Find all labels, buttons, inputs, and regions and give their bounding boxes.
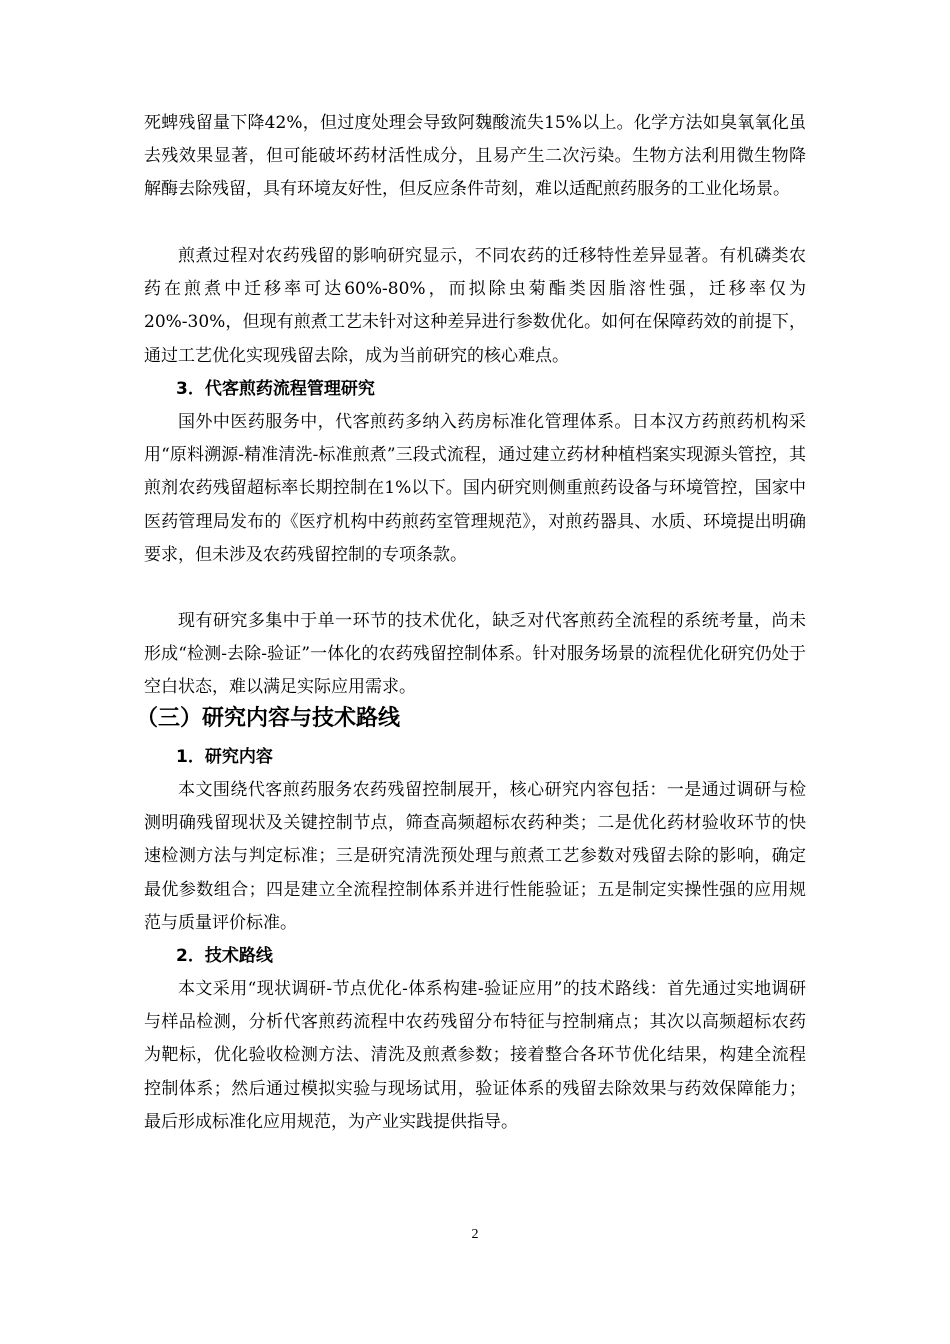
paragraph-physical-methods: 死蜱残留量下降42%，但过度处理会导致阿魏酸流失15%以上。化学方法如臭氧氧化虽去残效果显著，但可能破坏药材活性成分，且易产生二次污染。生物方法利用微生物降解酶去除残留，具有环境友好性，但反应条件苛刻，难以适配煎药服务的工业化场景。 [144,113,806,200]
heading-technical-route: 2．技术路线 [176,946,273,966]
paragraph-decoction-migration: 煎煮过程对农药残留的影响研究显示，不同农药的迁移特性差异显著。有机磷类农药在煎煮中迁移率可达60%-80%，而拟除虫菊酯类因脂溶性强，迁移率仅为20%-30%，但现有煎煮工艺未针对这种差异进行参数优化。如何在保障药效的前提下，通过工艺优化实现残留去除，成为当前研究的核心难点。 [144,246,806,366]
heading-section-three: （三）研究内容与技术路线 [136,706,401,731]
paragraph-domestic-foreign: 国外中医药服务中，代客煎药多纳入药房标准化管理体系。日本汉方药煎药机构采用“原料溯源-精准清洗-标准煎煮”三段式流程，通过建立药材种植档案实现源头管控，其煎剂农药残留超标率长期控制在1%以下。国内研究则侧重煎药设备与环境管控，国家中医药管理局发布的《医疗机构中药煎药室管理规范》，对煎药器具、水质、环境提出明确要求，但未涉及农药残留控制的专项条款。 [144,412,806,565]
paragraph-research-gap: 现有研究多集中于单一环节的技术优化，缺乏对代客煎药全流程的系统考量，尚未形成“检测-去除-验证”一体化的农药残留控制体系。针对服务场景的流程优化研究仍处于空白状态，难以满足实际应用需求。 [144,611,806,698]
paragraph-research-content: 本文围绕代客煎药服务农药残留控制展开，核心研究内容包括：一是通过调研与检测明确残留现状及关键控制节点，筛查高频超标农药种类；二是优化药材验收环节的快速检测方法与判定标准；三是研究清洗预处理与煎煮工艺参数对残留去除的影响，确定最优参数组合；四是建立全流程控制体系并进行性能验证；五是制定实操性强的应用规范与质量评价标准。 [144,780,806,933]
heading-flow-management: 3．代客煎药流程管理研究 [176,379,375,399]
page-number: 2 [471,1227,479,1242]
heading-research-content: 1．研究内容 [176,747,273,767]
paragraph-technical-route: 本文采用“现状调研-节点优化-体系构建-验证应用”的技术路线：首先通过实地调研与样品检测，分析代客煎药流程中农药残留分布特征与控制痛点；其次以高频超标农药为靶标，优化验收检测方法、清洗及煎煮参数；接着整合各环节优化结果，构建全流程控制体系；然后通过模拟实验与现场试用，验证体系的残留去除效果与药效保障能力；最后形成标准化应用规范，为产业实践提供指导。 [144,979,806,1132]
